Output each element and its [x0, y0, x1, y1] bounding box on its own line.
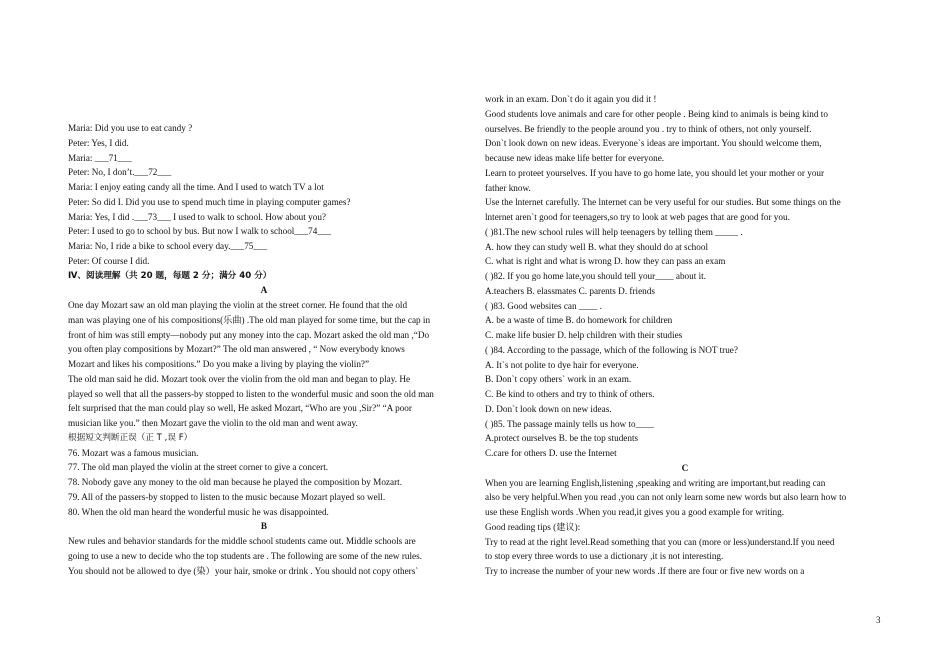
right-column-line: ( )85. The passage mainly tells us how to____ — [485, 418, 655, 429]
right-column-line: ( )84. According to the passage, which of the following is NOT true? — [485, 344, 738, 355]
right-column-line: Use the lnternet carefully. The lnternet can be very useful for our studies. But some things on the — [485, 197, 841, 208]
left-column-line: played so well that all the passers-by stopped to listen to the wonderful music and soon the old man — [68, 388, 434, 399]
right-column-line: ( )82. If you go home late,you should tell your____ about it. — [485, 271, 706, 281]
right-column-line: Try to read at the right level.Read something that you can (more or less)understand.If you need — [485, 536, 835, 547]
right-column-line: Good reading tips (建议): — [485, 521, 581, 532]
right-column-line: A. be a waste of time B. do homework for children — [485, 315, 673, 326]
right-column-line: A. It`s not polite to dye hair for everyone. — [485, 359, 639, 370]
left-column-line: Peter: Yes, I did. — [68, 137, 129, 148]
left-column-line: musician like you.” then Mozart gave the violin to the old man and went away. — [68, 418, 358, 428]
left-column-line: B — [260, 521, 268, 532]
right-column-line: C. make life busier D. help children with their studies — [485, 330, 683, 340]
left-column-line: Maria: ___71___ — [68, 152, 132, 163]
left-column-line: A — [260, 285, 268, 296]
left-column-line: 78. Nobody gave any money to the old man because he played the composition by Mozart. — [68, 477, 402, 487]
right-column-line: A.protect ourselves B. be the top students — [485, 433, 639, 444]
right-column-line: B. Don`t copy others` work in an exam. — [485, 374, 632, 385]
right-column-line: When you are learning English,listening ,speaking and writing are important,but reading can — [485, 477, 826, 488]
page-number: 3 — [876, 615, 881, 625]
left-column-line: man was playing one of his compositions(乐曲) .The old man played for some time, but the cap in — [68, 314, 431, 325]
left-column-line: front of him was still empty—nobody put any money into the cap. Mozart asked the old man ,“Do — [68, 329, 430, 340]
left-column-line: 77. The old man played the violin at the street corner to give a concert. — [68, 462, 329, 473]
right-column-line: C — [681, 462, 689, 473]
right-column-line: also be very helpful.When you read ,you can not only learn some new words but also learn how to — [485, 492, 847, 503]
right-column-line: Try to increase the number of your new words .If there are four or five new words on a — [485, 566, 805, 576]
left-column-line: you often play compositions by Mozart?” The old man answered , “ Now everybody knows — [68, 344, 405, 355]
right-column-line: C. what is right and what is wrong D. how they can pass an exam — [485, 256, 726, 267]
left-column-line: New rules and behavior standards for the middle school students came out. Middle schools are — [68, 536, 416, 546]
right-column-line: ourselves. Be friendly to the people around you . try to think of others, not only yourself. — [485, 123, 812, 134]
left-column-line: One day Mozart saw an old man playing the violin at the street corner. He found that the old — [68, 300, 408, 310]
left-column-line: 79. All of the passers-by stopped to listen to the music because Mozart played so well. — [68, 491, 386, 502]
right-column-line: because new ideas make life better for everyone. — [485, 153, 665, 163]
left-column-line: The old man said he did. Mozart took over the violin from the old man and began to play. He — [68, 373, 411, 384]
right-column-line: Good students love animals and care for other people . Being kind to animals is being kind to — [485, 108, 828, 119]
left-column-line: Maria: Did you use to eat candy ? — [68, 123, 193, 133]
right-column-line: C. Be kind to others and try to think of others. — [485, 389, 655, 399]
left-column-line: Peter: Of course I did. — [68, 255, 150, 266]
right-column-line: D. Don`t look down on new ideas. — [485, 403, 612, 414]
right-column-line: Don`t look down on new ideas. Everyone`s ideas are important. You should welcome them, — [485, 138, 822, 149]
left-column-line: going to use a new to decide who the top students are . The following are some of the new rules. — [68, 550, 422, 561]
left-column-line: Maria: Yes, I did .___73___ I used to walk to school. How about you? — [68, 211, 326, 222]
left-column-line: Maria: No, I ride a bike to school every day.___75___ — [68, 241, 268, 251]
right-column-line: lnternet aren`t good for teenagers,so try to look at web pages that are good for you. — [485, 212, 790, 222]
right-column-line: work in an exam. Don`t do it again you did it ! — [485, 94, 657, 104]
left-column-line: 根据短文判断正误（正 T ,误 F） — [68, 432, 193, 443]
right-column-line: Learn to proteet yourselves. If you have to go home late, you should let your mother or your — [485, 167, 825, 178]
left-column-line: 80. When the old man heard the wonderful music he was disappointed. — [68, 506, 329, 517]
right-column-line: ( )81.The new school rules will help teenagers by telling them _____ . — [485, 226, 743, 237]
right-column-line: use these English words .When you read,it gives you a good example for writing. — [485, 507, 785, 517]
right-column-line: A. how they can study well B. what they should do at school — [485, 241, 709, 252]
left-column-line: Mozart and likes his compositions.” Do you make a living by playing the violin?” — [68, 359, 370, 369]
right-column-line: C.care for others D. use the Internet — [485, 448, 617, 458]
right-column-line: to stop every three words to use a dictionary ,it is not interesting. — [485, 551, 724, 562]
left-column-line: Peter: So did I. Did you use to spend much time in playing computer games? — [68, 196, 351, 207]
left-column-line: Peter: No, I don’t.___72___ — [68, 167, 172, 178]
left-column-line: You should not be allowed to dye (染）your hair, smoke or drink . You should not copy others` — [68, 565, 419, 576]
right-column-line: ( )83. Good websites can ____ . — [485, 300, 602, 311]
left-column-line: Maria: I enjoy eating candy all the time. And I used to watch TV a lot — [68, 182, 324, 192]
left-column-line: Ⅳ、阅读理解（共 20 题，每题 2 分；满分 40 分） — [68, 270, 272, 281]
left-column-line: felt surprised that the man could play so well, He asked Mozart, “Who are you ,Sir?” “A poor — [68, 403, 412, 414]
left-column-line: Peter: I used to go to school by bus. But now I walk to school___74___ — [68, 226, 332, 237]
right-column-line: A.teachers B. elassmates C. parents D. friends — [485, 285, 655, 296]
left-column-line: 76. Mozart was a famous musician. — [68, 447, 199, 458]
right-column-line: father know. — [485, 182, 531, 193]
